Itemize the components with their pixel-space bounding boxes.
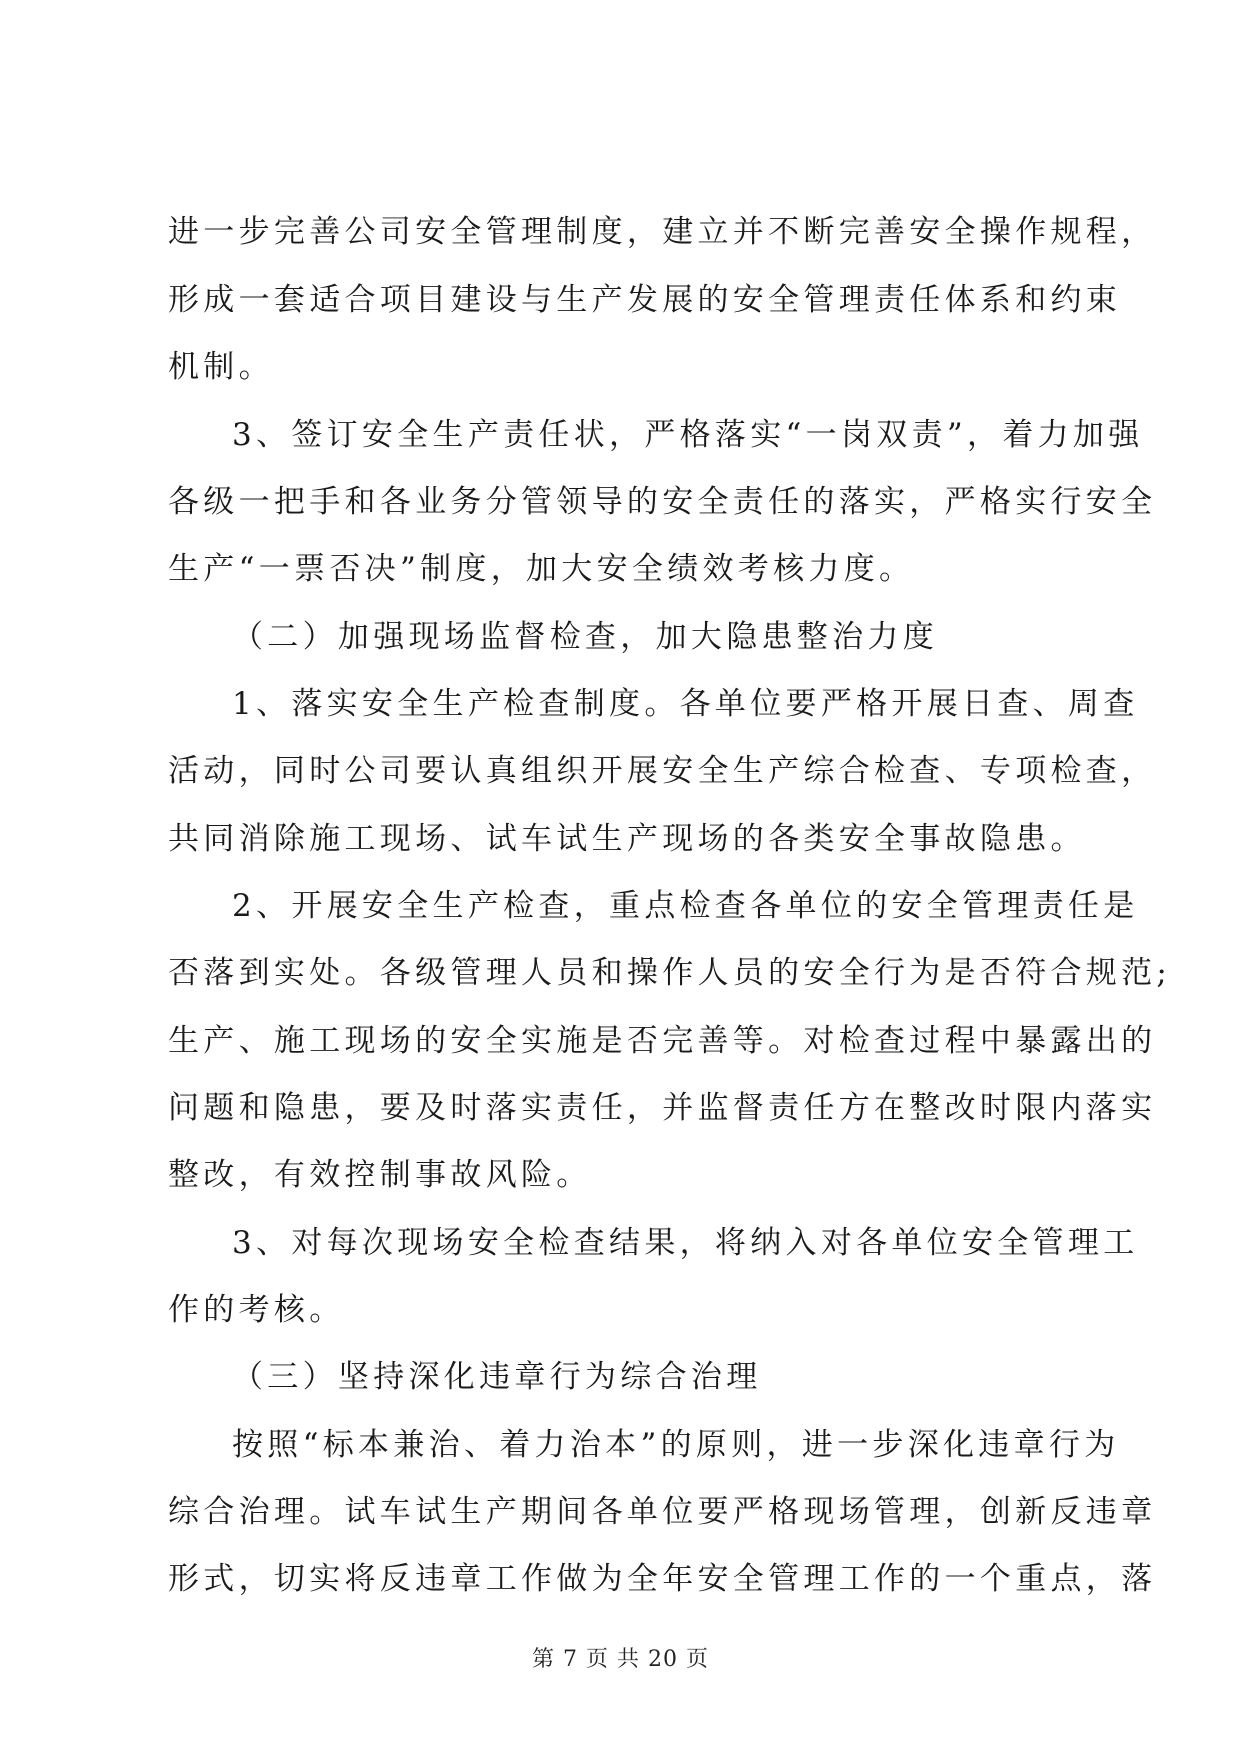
paragraph-line: 2、开展安全生产检查，重点检查各单位的安全管理责任是 — [232, 888, 1139, 924]
paragraph-line: 形成一套适合项目建设与生产发展的安全管理责任体系和约束 — [168, 282, 1122, 318]
paragraph-line: 整改，有效控制事故风险。 — [168, 1157, 592, 1193]
paragraph-line: 作的考核。 — [168, 1292, 345, 1328]
paragraph-line: 3、签订安全生产责任状，严格落实“一岗双责”，着力加强 — [232, 417, 1144, 453]
page-number-footer: 第 7 页 共 20 页 — [532, 1647, 709, 1672]
section-heading: （二）加强现场监督检查，加大隐患整治力度 — [232, 619, 938, 655]
paragraph-line: 生产“一票否决”制度，加大安全绩效考核力度。 — [168, 551, 915, 587]
paragraph-line: 否落到实处。各级管理人员和操作人员的安全行为是否符合规范; — [168, 955, 1172, 991]
paragraph-line: 1、落实安全生产检查制度。各单位要严格开展日查、周查 — [232, 686, 1139, 722]
paragraph-line: 3、对每次现场安全检查结果，将纳入对各单位安全管理工 — [232, 1225, 1139, 1261]
paragraph-line: 生产、施工现场的安全实施是否完善等。对检查过程中暴露出的 — [168, 1023, 1157, 1059]
paragraph-line: 问题和隐患，要及时落实责任，并监督责任方在整改时限内落实 — [168, 1090, 1157, 1126]
paragraph-line: 按照“标本兼治、着力治本”的原则，进一步深化违章行为 — [232, 1427, 1120, 1463]
paragraph-line: 各级一把手和各业务分管领导的安全责任的落实，严格实行安全 — [168, 484, 1157, 520]
paragraph-line: 机制。 — [168, 349, 274, 385]
section-heading: （三）坚持深化违章行为综合治理 — [232, 1359, 762, 1395]
paragraph-line: 综合治理。试车试生产期间各单位要严格现场管理，创新反违章 — [168, 1494, 1157, 1530]
paragraph-line: 进一步完善公司安全管理制度，建立并不断完善安全操作规程， — [168, 214, 1157, 250]
paragraph-line: 形式，切实将反违章工作做为全年安全管理工作的一个重点，落 — [168, 1561, 1157, 1597]
paragraph-line: 共同消除施工现场、试车试生产现场的各类安全事故隐患。 — [168, 821, 1086, 857]
paragraph-line: 活动，同时公司要认真组织开展安全生产综合检查、专项检查， — [168, 753, 1157, 789]
